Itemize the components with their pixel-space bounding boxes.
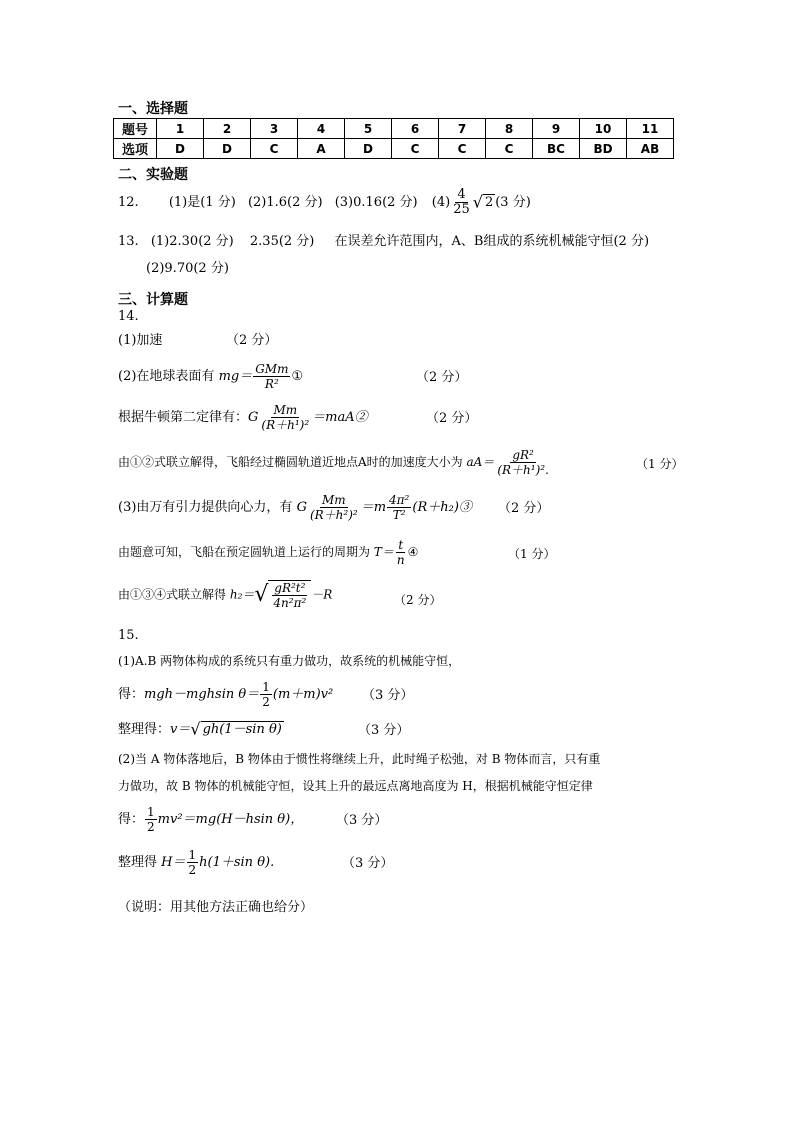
fraction-denominator: 2 [188,863,197,877]
fraction-denominator: T² [392,508,406,522]
fraction-denominator: 25 [453,202,470,217]
fraction-denominator: 2 [262,695,270,709]
q15-l7-score: （3 分） [342,856,394,871]
q15-l2-fraction [260,680,272,709]
fraction-numerator: 1 [262,680,270,694]
q14-l2-prefix: (2)在地球表面有 [118,369,215,384]
fraction-denominator: (R＋h¹)² [261,418,310,432]
answer-cell: D [157,139,204,159]
q15-line1: (1)A.B 两物体构成的系统只有重力做功，故系统的机械能守恒， [118,654,461,668]
q14-l2-mark: ① [291,369,304,384]
sqrt-icon: √ [254,582,269,607]
q15-line3 [118,719,410,739]
q14-l5-fraction2 [387,493,411,522]
q14-line3 [118,403,478,432]
q14-l3-g: G [248,410,259,425]
fraction-numerator: Mm [273,403,298,417]
sqrt-icon: √ [190,719,201,739]
sqrt-icon: √ [472,192,483,212]
question-number: 3 [251,119,298,139]
q15-l2-lhs: mgh－mghsin θ＝ [144,687,260,702]
answer-cell: D [204,139,251,159]
q15-number: 15. [118,628,139,643]
q12-line [118,188,531,217]
question-number: 4 [298,119,345,139]
answer-table [113,118,674,159]
fraction-denominator: (R＋h²)² [309,508,358,522]
q15-l2-prefix: 得： [118,687,145,702]
q14-l5-score: （2 分） [498,501,550,516]
q14-line1 [118,333,278,349]
grading-note: （说明：用其他方法正确也给分） [118,900,314,915]
answer-cell: C [486,139,533,159]
q14-line4 [118,448,684,477]
question-number: 8 [486,119,533,139]
fraction-numerator: t [398,538,404,552]
row-label-answer: 选项 [114,139,157,159]
q14-l2-fraction [253,362,290,391]
q14-l4-fraction [495,448,551,477]
question-number: 2 [204,119,251,139]
q14-l5-eq: ＝m [360,500,387,515]
fraction-numerator: GMm [255,362,289,376]
q15-l6-score: （3 分） [336,813,388,828]
q14-number: 14. [118,309,139,324]
sqrt-radicand: gh(1－sin θ) [202,722,282,737]
q14-l7-prefix: 由①③④式联立解得 [118,587,227,602]
q15-l6-tail: mv²＝mg(H－hsin θ)， [157,812,304,827]
answer-cell: AB [627,139,674,159]
row-label-question: 题号 [114,119,157,139]
q12-part2: (2)1.6(2 分) [247,195,323,210]
q14-l4-lhs: aA＝ [466,455,495,469]
q14-l6-mark: ④ [407,545,419,559]
q15-l2-score: （3 分） [362,688,414,703]
answer-cell: BD [580,139,627,159]
q15-line6 [118,805,388,834]
answer-cell: C [392,139,439,159]
fraction-denominator: (R＋h¹)². [497,463,549,477]
q14-l7-score: （2 分） [394,593,442,607]
q14-l7-tail: －R [311,587,333,602]
q14-line7 [118,580,442,610]
q14-l7-sqrt [254,580,311,610]
q15-l2-tail: (m＋m)v² [272,687,334,702]
q14-l6-score: （1 分） [508,547,556,561]
q13-part1: (1)2.30(2 分) [150,234,234,249]
q15-l7-lhs: H＝ [161,855,186,870]
q14-l7-fraction [271,581,308,610]
q15-line7 [118,848,394,877]
q14-l2-score: （2 分） [416,370,468,385]
table-row-questions [114,119,674,139]
q12-number: 12. [118,195,139,210]
q14-l6-lhs: T＝ [373,545,394,559]
q15-line5: 力做功，故 B 物体的机械能守恒，设其上升的最远点离地高度为 H，根据机械能守恒定律 [118,779,593,793]
q12-part4-score: (3 分) [495,195,531,210]
q15-l3-sqrt [190,721,283,738]
q15-line2 [118,680,414,709]
fraction-numerator: 4π² [389,493,410,507]
sqrt-radicand: 2 [484,195,494,210]
question-number: 6 [392,119,439,139]
answer-cell: C [439,139,486,159]
q14-l2-lhs: mg＝ [218,369,253,384]
q14-line2 [118,362,468,391]
answer-cell: D [345,139,392,159]
q14-line5 [118,493,550,522]
q15-line4: (2)当 A 物体落地后，B 物体由于惯性将继续上升，此时绳子松弛，对 B 物体而言，只有重 [118,752,601,766]
q14-l1-text: (1)加速 [118,333,163,348]
fraction-numerator: Mm [321,493,346,507]
q13-part1b: 2.35(2 分) [249,234,315,249]
q14-l3-prefix: 根据牛顿第二定律有： [118,410,249,425]
q12-part1: (1)是(1 分) [168,195,236,210]
q14-l6-fraction [395,538,407,567]
q14-l6-prefix: 由题意可知，飞船在预定圆轨道上运行的周期为 [118,545,371,559]
q14-line6 [118,538,556,567]
answer-cell: A [298,139,345,159]
fraction-numerator: 4 [457,187,466,202]
question-number: 11 [627,119,674,139]
question-number: 10 [580,119,627,139]
fraction-denominator: 2 [147,820,155,834]
q13-number: 13. [118,234,139,249]
q15-l3-lhs: v＝ [170,722,191,737]
q14-l1-score: （2 分） [226,333,278,348]
question-number: 7 [439,119,486,139]
section-title-choice: 一、选择题 [118,101,188,117]
q12-part3: (3)0.16(2 分) [334,195,418,210]
fraction-denominator: 4n²π² [273,596,307,610]
q13-part2: (2)9.70(2 分) [146,261,229,276]
fraction-denominator: n [396,553,405,567]
q15-l3-prefix: 整理得： [118,722,171,737]
q14-l4-score: （1 分） [636,457,684,471]
q15-l6-prefix: 得： [118,812,145,827]
question-number: 5 [345,119,392,139]
q15-l3-score: （3 分） [358,723,410,738]
q14-l4-prefix: 由①②式联立解得，飞船经过椭圆轨道近地点A时的加速度大小为 [118,455,463,469]
q15-l7-fraction [187,848,199,877]
q15-l6-fraction [145,805,157,834]
q14-l5-prefix: (3)由万有引力提供向心力，有 [118,500,293,515]
q14-l5-g: G [296,500,307,515]
section-title-calculation: 三、计算题 [118,292,188,308]
fraction-numerator: 1 [147,805,155,819]
q14-l3-rhs: ＝maA② [312,410,368,425]
q13-line1 [118,234,649,250]
section-title-experiment: 二、实验题 [118,167,188,183]
q13-part1c: 在误差允许范围内，A、B组成的系统机械能守恒(2 分) [334,234,650,249]
question-number: 9 [533,119,580,139]
fraction-denominator: R² [264,377,279,391]
q14-l3-score: （2 分） [426,411,478,426]
answer-cell: BC [533,139,580,159]
q15-l7-tail: h(1＋sin θ). [199,855,275,870]
q12-sqrt [473,194,495,211]
q14-l7-lhs: h₂＝ [229,587,255,602]
sqrt-radicand [268,580,311,610]
q14-l3-fraction [259,403,311,432]
q12-part4-prefix: (4) [431,195,451,210]
q12-fraction [451,188,472,217]
q14-l5-tail: (R＋h₂)③ [412,500,472,515]
fraction-numerator: gR²t² [274,581,306,595]
q15-l7-prefix: 整理得 [118,855,158,870]
q14-l5-fraction1 [308,493,360,522]
question-number: 1 [157,119,204,139]
table-row-answers [114,139,674,159]
fraction-numerator: gR² [512,448,534,462]
fraction-numerator: 1 [188,848,197,862]
answer-cell: C [251,139,298,159]
